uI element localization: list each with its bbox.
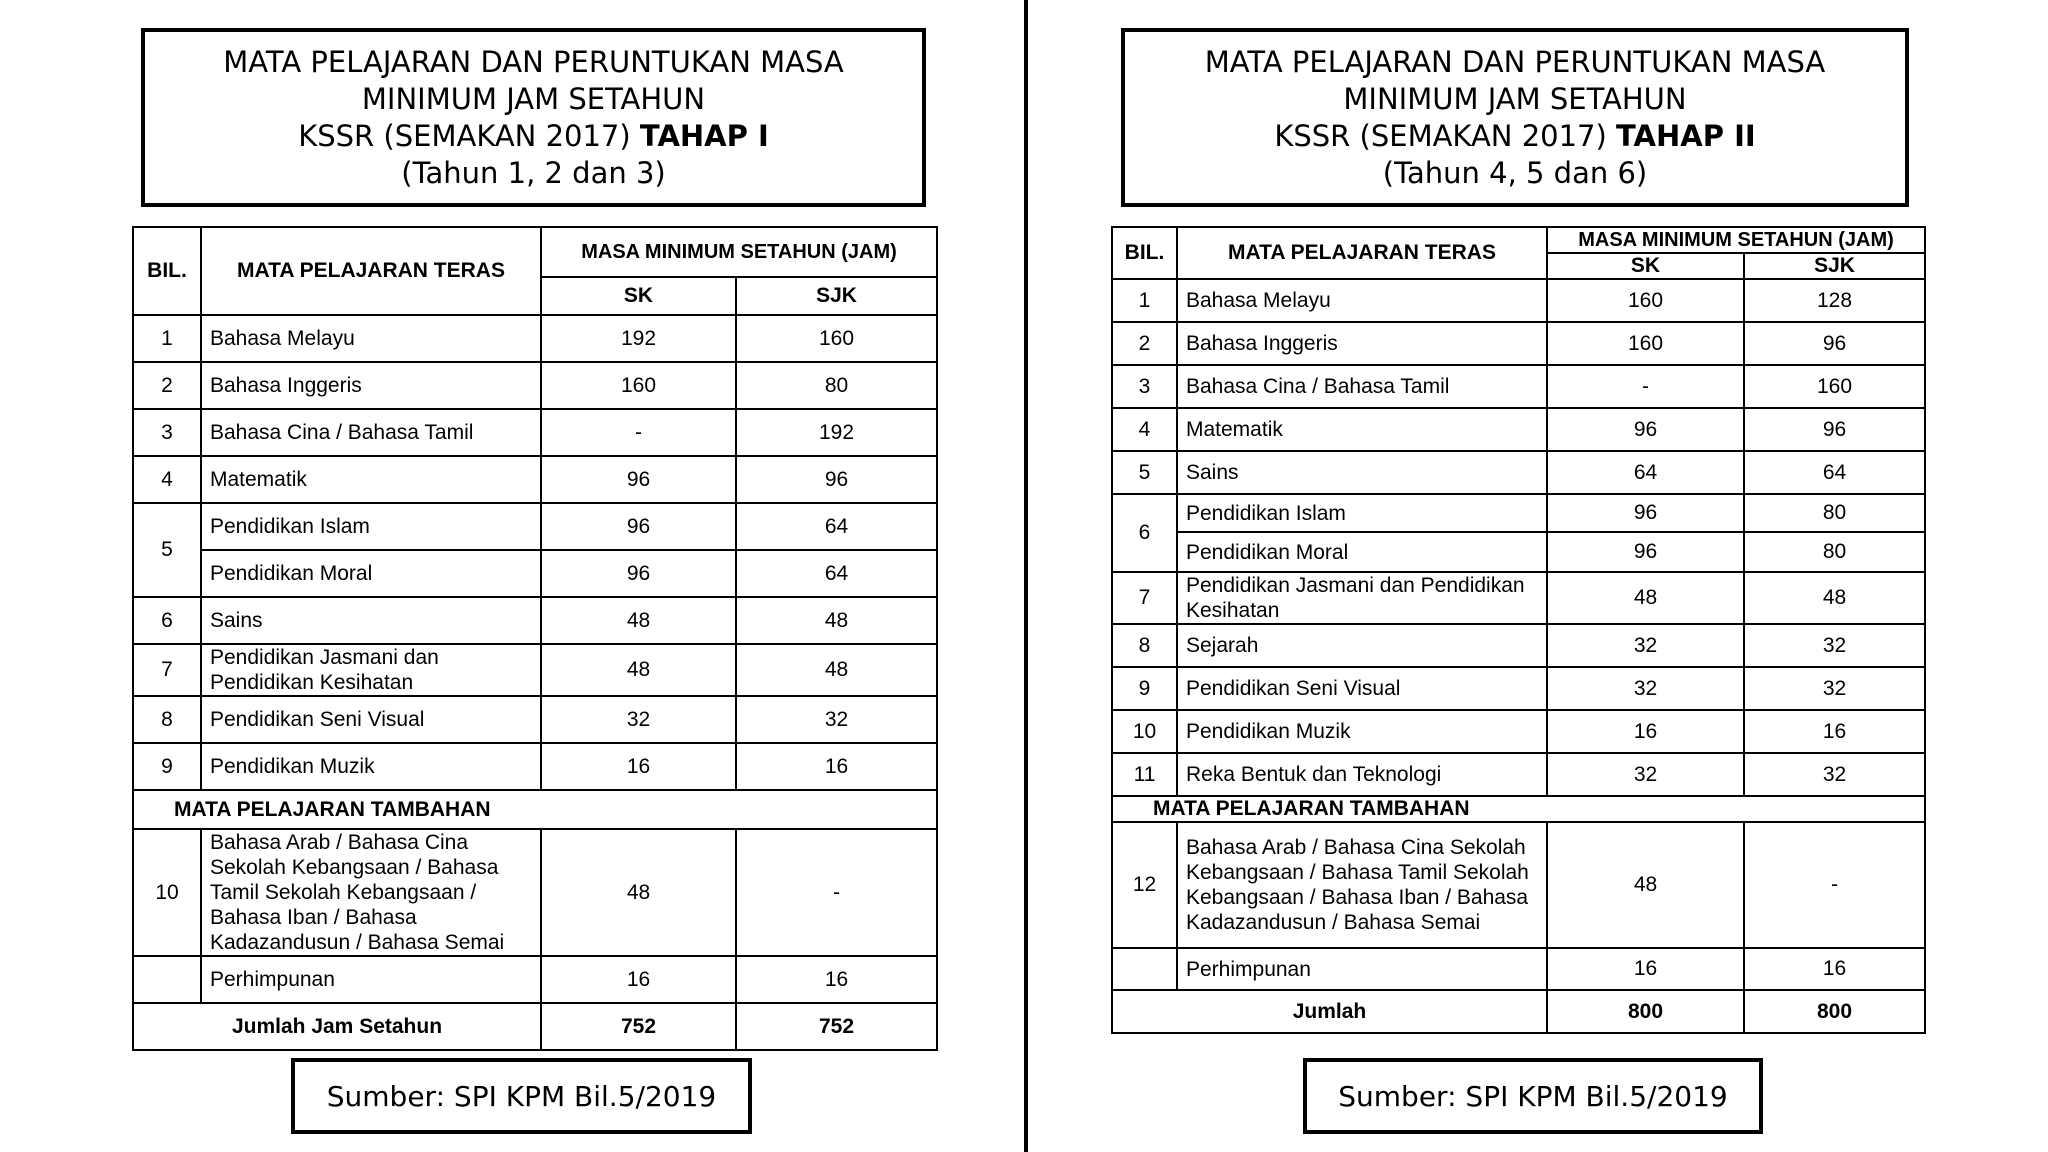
row-sjk: 80 [1744, 532, 1925, 572]
right-title-stage: TAHAP II [1616, 118, 1756, 153]
row-subject: Bahasa Cina / Bahasa Tamil [1177, 365, 1547, 408]
row-subject: Matematik [1177, 408, 1547, 451]
right-title-line4: (Tahun 4, 5 dan 6) [1382, 155, 1648, 190]
table-row [133, 743, 937, 790]
row-sjk: 160 [1744, 365, 1925, 408]
row-sk: 16 [1547, 948, 1744, 990]
left-header-masa: MASA MINIMUM SETAHUN (JAM) [541, 227, 937, 277]
row-sk: 32 [1547, 624, 1744, 667]
left-header-sk: SK [541, 277, 736, 315]
row-subject: Bahasa Inggeris [1177, 322, 1547, 365]
table-row [133, 503, 937, 550]
right-title-line3-prefix: KSSR (SEMAKAN 2017) [1274, 118, 1617, 153]
row-subject: Matematik [201, 456, 541, 503]
table-row [133, 456, 937, 503]
page-divider [1024, 0, 1028, 1152]
right-header-bil: BIL. [1112, 227, 1177, 279]
row-sjk: 48 [736, 644, 937, 696]
row-sjk: - [1744, 822, 1925, 948]
row-sjk: 64 [1744, 451, 1925, 494]
row-sjk: 192 [736, 409, 937, 456]
left-title-box [141, 28, 926, 207]
left-table [132, 226, 938, 1051]
row-subject: Pendidikan Muzik [1177, 710, 1547, 753]
left-title-stage: TAHAP I [639, 118, 769, 153]
row-subject: Pendidikan Muzik [201, 743, 541, 790]
total-sk: 800 [1547, 990, 1744, 1033]
row-subject: Bahasa Melayu [1177, 279, 1547, 322]
table-row [1112, 408, 1925, 451]
table-row [1112, 494, 1925, 532]
left-title-line2: MINIMUM JAM SETAHUN [361, 81, 706, 116]
row-bil [1112, 948, 1177, 990]
row-sjk: 16 [1744, 948, 1925, 990]
row-bil: 8 [1112, 624, 1177, 667]
table-row [1112, 822, 1925, 948]
row-sjk: 32 [1744, 624, 1925, 667]
row-bil: 6 [133, 597, 201, 644]
table-row [133, 362, 937, 409]
right-header-sk: SK [1547, 253, 1744, 279]
table-row [1112, 667, 1925, 710]
row-bil: 3 [1112, 365, 1177, 408]
row-sk: 48 [1547, 822, 1744, 948]
row-sjk: 48 [1744, 572, 1925, 624]
row-subject: Pendidikan Islam [201, 503, 541, 550]
section-row [133, 790, 937, 829]
row-bil: 6 [1112, 494, 1177, 572]
row-bil: 3 [133, 409, 201, 456]
table-row [1112, 624, 1925, 667]
row-sjk: 16 [736, 743, 937, 790]
row-bil: 2 [133, 362, 201, 409]
right-title-line2: MINIMUM JAM SETAHUN [1343, 81, 1687, 116]
row-sk: 96 [541, 550, 736, 597]
left-header-subject: MATA PELAJARAN TERAS [201, 227, 541, 315]
row-sk: 96 [541, 456, 736, 503]
row-bil: 10 [133, 829, 201, 956]
row-sjk: - [736, 829, 937, 956]
row-bil: 2 [1112, 322, 1177, 365]
right-header-sjk: SJK [1744, 253, 1925, 279]
row-subject: Pendidikan Moral [1177, 532, 1547, 572]
row-bil: 9 [1112, 667, 1177, 710]
row-bil: 11 [1112, 753, 1177, 796]
total-label: Jumlah [1112, 990, 1547, 1033]
row-sk: 96 [1547, 494, 1744, 532]
table-row [1112, 322, 1925, 365]
row-subject: Pendidikan Seni Visual [201, 696, 541, 743]
table-row [1112, 365, 1925, 408]
row-sk: 32 [1547, 753, 1744, 796]
row-sjk: 80 [1744, 494, 1925, 532]
row-sk: 160 [1547, 322, 1744, 365]
row-sjk: 96 [736, 456, 937, 503]
row-sk: 160 [541, 362, 736, 409]
row-subject: Bahasa Inggeris [201, 362, 541, 409]
table-row [133, 829, 937, 956]
row-sk: - [1547, 365, 1744, 408]
row-sjk: 48 [736, 597, 937, 644]
row-sk: 48 [1547, 572, 1744, 624]
row-sjk: 32 [1744, 667, 1925, 710]
section-row [1112, 796, 1925, 822]
total-sk: 752 [541, 1003, 736, 1050]
table-row [133, 597, 937, 644]
row-bil: 9 [133, 743, 201, 790]
row-sk: 96 [1547, 408, 1744, 451]
row-subject: Pendidikan Islam [1177, 494, 1547, 532]
row-bil: 4 [133, 456, 201, 503]
row-bil: 4 [1112, 408, 1177, 451]
total-label: Jumlah Jam Setahun [133, 1003, 541, 1050]
table-row [133, 956, 937, 1003]
row-sk: 16 [541, 956, 736, 1003]
row-bil: 8 [133, 696, 201, 743]
row-subject: Perhimpunan [1177, 948, 1547, 990]
row-sk: 160 [1547, 279, 1744, 322]
total-sjk: 752 [736, 1003, 937, 1050]
right-table [1111, 226, 1926, 1034]
table-row [1112, 451, 1925, 494]
left-title-line3-prefix: KSSR (SEMAKAN 2017) [298, 118, 640, 153]
row-sk: 96 [1547, 532, 1744, 572]
table-row [133, 550, 937, 597]
row-subject: Pendidikan Jasmani dan Pendidikan Kesihatan [1177, 572, 1547, 624]
row-sk: 96 [541, 503, 736, 550]
right-title-line3 [1274, 118, 1755, 155]
row-sk: 16 [1547, 710, 1744, 753]
table-row [1112, 753, 1925, 796]
right-header-masa: MASA MINIMUM SETAHUN (JAM) [1547, 227, 1925, 253]
row-subject: Pendidikan Seni Visual [1177, 667, 1547, 710]
table-row [133, 315, 937, 362]
row-sjk: 80 [736, 362, 937, 409]
row-sk: 48 [541, 644, 736, 696]
row-bil: 5 [133, 503, 201, 597]
table-row [1112, 710, 1925, 753]
row-subject: Bahasa Arab / Bahasa Cina Sekolah Kebangsaan / Bahasa Tamil Sekolah Kebangsaan / Bahasa Iban / Bahasa Kadazandusun / Bahasa Semai [1177, 822, 1547, 948]
row-subject: Perhimpunan [201, 956, 541, 1003]
row-sk: 48 [541, 829, 736, 956]
left-title-line4: (Tahun 1, 2 dan 3) [401, 155, 666, 190]
row-sjk: 128 [1744, 279, 1925, 322]
right-source-box: Sumber: SPI KPM Bil.5/2019 [1303, 1058, 1763, 1134]
row-subject: Reka Bentuk dan Teknologi [1177, 753, 1547, 796]
row-sjk: 16 [736, 956, 937, 1003]
row-sjk: 64 [736, 503, 937, 550]
row-bil: 5 [1112, 451, 1177, 494]
table-row [1112, 948, 1925, 990]
row-sk: 32 [1547, 667, 1744, 710]
row-sk: 48 [541, 597, 736, 644]
row-sjk: 16 [1744, 710, 1925, 753]
row-bil: 1 [133, 315, 201, 362]
table-row [133, 409, 937, 456]
row-sk: 16 [541, 743, 736, 790]
section-tambahan-label: MATA PELAJARAN TAMBAHAN [133, 790, 937, 829]
row-subject: Bahasa Arab / Bahasa Cina Sekolah Kebangsaan / Bahasa Tamil Sekolah Kebangsaan / Bahasa Iban / Bahasa Kadazandusun / Bahasa Semai [201, 829, 541, 956]
section-tambahan-label: MATA PELAJARAN TAMBAHAN [1112, 796, 1925, 822]
row-subject: Bahasa Melayu [201, 315, 541, 362]
row-bil: 1 [1112, 279, 1177, 322]
total-row [1112, 990, 1925, 1033]
total-row [133, 1003, 937, 1050]
table-row [133, 696, 937, 743]
row-sjk: 32 [736, 696, 937, 743]
row-subject: Bahasa Cina / Bahasa Tamil [201, 409, 541, 456]
total-sjk: 800 [1744, 990, 1925, 1033]
left-source-box: Sumber: SPI KPM Bil.5/2019 [291, 1058, 752, 1134]
row-bil: 7 [133, 644, 201, 696]
row-bil [133, 956, 201, 1003]
right-title-line1: MATA PELAJARAN DAN PERUNTUKAN MASA [1204, 44, 1826, 79]
table-row [1112, 279, 1925, 322]
right-title-box [1121, 28, 1909, 207]
row-subject: Sains [201, 597, 541, 644]
left-header-bil: BIL. [133, 227, 201, 315]
row-sk: 32 [541, 696, 736, 743]
row-sk: 64 [1547, 451, 1744, 494]
row-bil: 7 [1112, 572, 1177, 624]
right-header-subject: MATA PELAJARAN TERAS [1177, 227, 1547, 279]
left-header-sjk: SJK [736, 277, 937, 315]
row-sk: - [541, 409, 736, 456]
row-sjk: 96 [1744, 408, 1925, 451]
table-row [133, 644, 937, 696]
row-subject: Pendidikan Jasmani dan Pendidikan Kesihatan [201, 644, 541, 696]
left-title-line3 [298, 118, 769, 155]
row-subject: Pendidikan Moral [201, 550, 541, 597]
row-subject: Sejarah [1177, 624, 1547, 667]
table-row [1112, 572, 1925, 624]
row-sk: 192 [541, 315, 736, 362]
row-sjk: 96 [1744, 322, 1925, 365]
row-subject: Sains [1177, 451, 1547, 494]
row-sjk: 160 [736, 315, 937, 362]
row-sjk: 64 [736, 550, 937, 597]
row-sjk: 32 [1744, 753, 1925, 796]
table-row [1112, 532, 1925, 572]
row-bil: 12 [1112, 822, 1177, 948]
left-title-line1: MATA PELAJARAN DAN PERUNTUKAN MASA [223, 44, 844, 79]
row-bil: 10 [1112, 710, 1177, 753]
